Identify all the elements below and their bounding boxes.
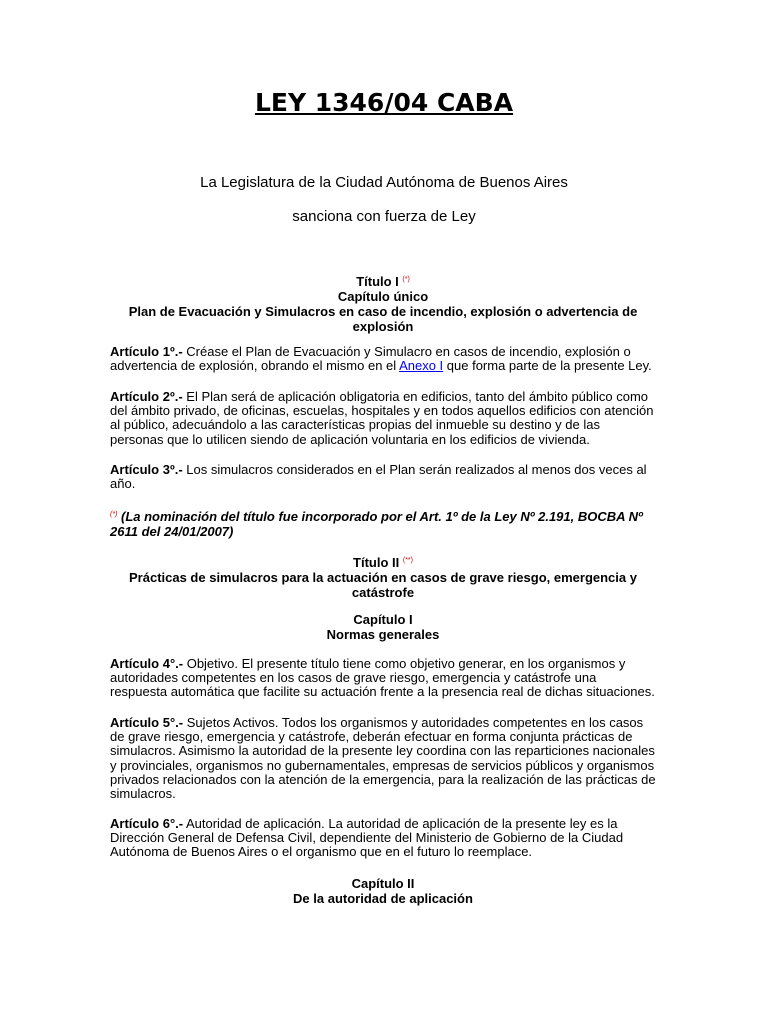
capitulo-2-subject: De la autoridad de aplicación <box>293 891 473 906</box>
intro-line-1: La Legislatura de la Ciudad Autónoma de Buenos Aires <box>200 174 568 191</box>
intro-line-2: sanciona con fuerza de Ley <box>292 208 476 225</box>
article-5: Artículo 5°.- Sujetos Activos. Todos los organismos y autoridades competentes en los casos de grave riesgo, emergencia y catástrofe, deberán efectuar en forma conjunta prácticas de simulacros. Asimismo la autoridad de la presente ley coordina con las reparticiones nacionales y provinciales, organismos no gubernamentales, empresas de servicios públicos y organismos privados relacionados con la atención de la emergencia, para la realización de las prácticas de simulacros. <box>110 715 656 802</box>
article-1-label: Artículo 1º.- <box>110 344 183 359</box>
capitulo-2-block <box>110 876 656 906</box>
footnote-ref: (*) <box>402 276 410 283</box>
capitulo-1-block <box>110 612 656 642</box>
article-4: Artículo 4°.- Objetivo. El presente título tiene como objetivo generar, en los organismos y autoridades competentes en los casos de grave riesgo, emergencia y catástrofe una respuesta automática que facilite su actuación frente a la presencia real de dichas situaciones. <box>110 656 655 700</box>
titulo-2-subject: Prácticas de simulacros para la actuación en casos de grave riesgo, emergencia y catástrofe <box>129 570 637 600</box>
article-6-label: Artículo 6°.- <box>110 816 184 831</box>
article-5-label: Artículo 5°.- <box>110 715 184 730</box>
capitulo-1-heading: Capítulo I <box>353 612 413 627</box>
title-footnote: (*) (La nominación del título fue incorporado por el Art. 1º de la Ley Nº 2.191, BOCBA Nº 2611 del 24/01/2007) <box>110 509 643 539</box>
article-2-label: Artículo 2º.- <box>110 389 183 404</box>
article-1: Artículo 1º.- Créase el Plan de Evacuación y Simulacro en casos de incendio, explosión o advertencia de explosión, obrando el mismo en el Anexo I que forma parte de la presente Ley. <box>110 344 652 374</box>
article-3-label: Artículo 3º.- <box>110 462 183 477</box>
titulo-2-block <box>110 553 656 600</box>
document-title: LEY 1346/04 CABA <box>254 88 514 117</box>
article-3: Artículo 3º.- Los simulacros considerados en el Plan serán realizados al menos dos veces al año. <box>110 462 647 492</box>
titulo-1-block <box>110 272 656 334</box>
article-2: Artículo 2º.- El Plan será de aplicación obligatoria en edificios, tanto del ámbito público como del ámbito privado, de oficinas, escuelas, hospitales y en todos aquellos edificios con atención al público, adecuándolo a las características propias del inmueble su destino y de las personas que lo utilicen siendo de aplicación voluntaria en los edificios de vivienda. <box>110 389 654 447</box>
capitulo-1-subject: Normas generales <box>326 627 440 642</box>
footnote-ref: (**) <box>402 557 413 564</box>
titulo-2-heading: Título II (**) <box>353 555 413 570</box>
capitulo-2-heading: Capítulo II <box>351 876 415 891</box>
footnote-ref: (*) <box>110 511 118 518</box>
titulo-1-heading: Título I (*) <box>356 274 410 289</box>
article-6: Artículo 6°.- Autoridad de aplicación. La autoridad de aplicación de la presente ley es la Dirección General de Defensa Civil, dependiente del Ministerio de Gobierno de la Ciudad Autónoma de Buenos Aires o el organismo que en el futuro lo reemplace. <box>110 816 624 860</box>
titulo-1-chapter: Capítulo único <box>337 289 429 304</box>
anexo-1-link[interactable]: Anexo I <box>399 358 444 374</box>
titulo-1-subject: Plan de Evacuación y Simulacros en caso de incendio, explosión o advertencia de explosión <box>128 304 638 334</box>
article-4-label: Artículo 4°.- <box>110 656 184 671</box>
